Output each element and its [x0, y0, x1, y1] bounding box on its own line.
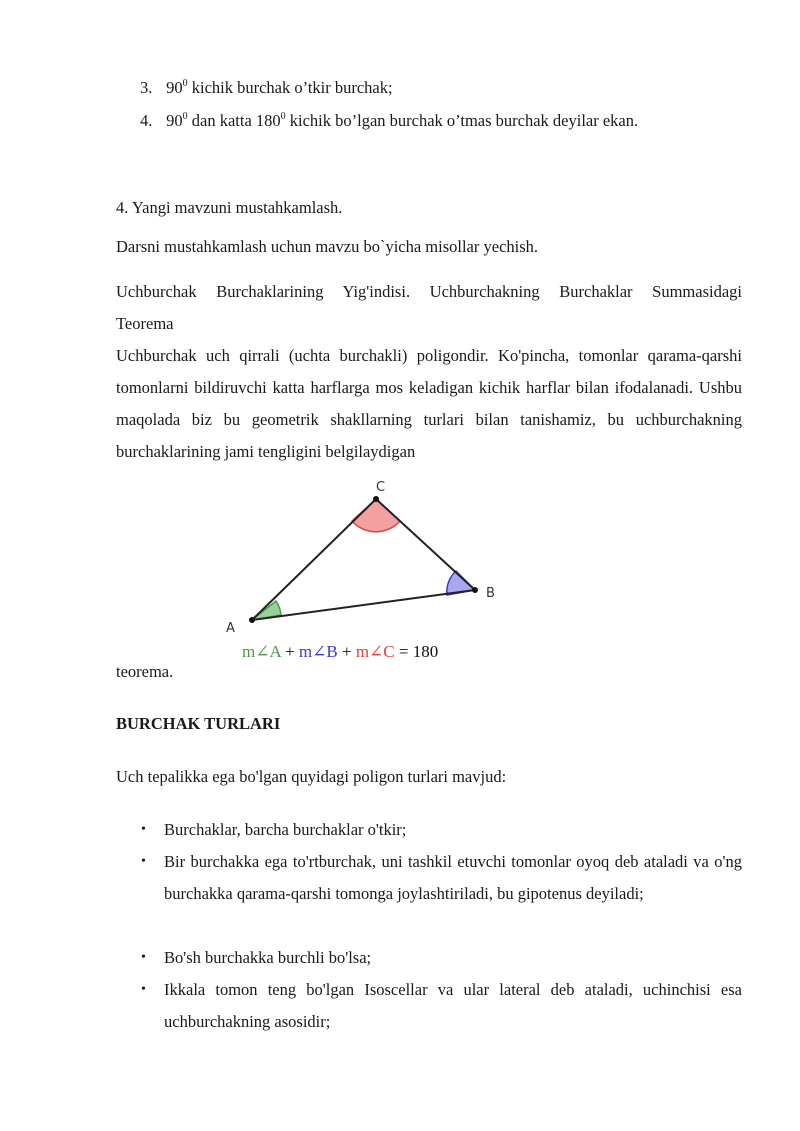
- bullet-item: Bir burchakka ega to'rtburchak, uni tashkil etuvchi tomonlar oyoq deb ataladi va o'ng burchakka qarama-qarshi tomonga joylashtiriladi, bu gipotenus deyiladi;: [164, 852, 742, 903]
- list-item-4: 4. $90^0$ dan katta $180^0$ kichik bo’lgan burchak o’tmas burchak deyilar ekan.: [140, 111, 639, 130]
- list-number: 3.: [140, 78, 153, 97]
- body-paragraph: Uchburchak uch qirrali (uchta burchakli) poligondir. Ko'pincha, tomonlar qarama-qarshi tomonlarni bildiruvchi katta harflarga mos keladigan kichik harflar bilan ifodalanadi. Ushbu maqolada biz bu geometrik shakllarning turlari bilan tanishamiz, bu uchburchakning burchaklarining jami tengligini belgilaydigan: [116, 346, 742, 461]
- side-ab: [252, 590, 475, 620]
- side-cb: [376, 499, 475, 590]
- topic-heading-line1: Uchburchak Burchaklarining Yig'indisi. Uchburchakning Burchaklar Summasidagi: [116, 282, 742, 301]
- section-title: 4. Yangi mavzuni mustahkamlash.: [116, 198, 343, 217]
- vertex-c-point: [373, 496, 379, 502]
- vertex-b-label: B: [486, 586, 495, 601]
- bullet-dot: •: [141, 950, 146, 965]
- bullet-dot: •: [141, 982, 146, 997]
- paragraph-end: teorema.: [116, 662, 174, 681]
- bullet-item: Burchaklar, barcha burchaklar o'tkir;: [164, 820, 407, 839]
- vertex-c-label: C: [376, 480, 386, 495]
- side-ac: [252, 499, 376, 620]
- vertex-a-point: [249, 617, 255, 623]
- list-number: 4.: [140, 111, 153, 130]
- bullet-dot: •: [141, 822, 146, 837]
- bullet-item: Ikkala tomon teng bo'lgan Isoscellar va ular lateral deb ataladi, uchinchisi esa uchburchakning asosidir;: [164, 980, 742, 1031]
- triangle-figure: [216, 474, 516, 674]
- intro-text: Darsni mustahkamlash uchun mavzu bo`yicha misollar yechish.: [116, 237, 539, 256]
- list-item-3: 3. $90^0$ kichik burchak o’tkir burchak;: [140, 78, 393, 97]
- topic-heading-line2: Teorema: [116, 314, 174, 333]
- bullet-item: Bo'sh burchakka burchli bo'lsa;: [164, 948, 372, 967]
- angle-sum-formula: m∠A + m∠B + m∠C = 180: [242, 642, 439, 661]
- types-heading: BURCHAK TURLARI: [116, 714, 281, 733]
- bullet-dot: •: [141, 854, 146, 869]
- vertex-b-point: [472, 587, 478, 593]
- types-intro: Uch tepalikka ega bo'lgan quyidagi poligon turlari mavjud:: [116, 767, 507, 786]
- vertex-a-label: A: [226, 621, 235, 636]
